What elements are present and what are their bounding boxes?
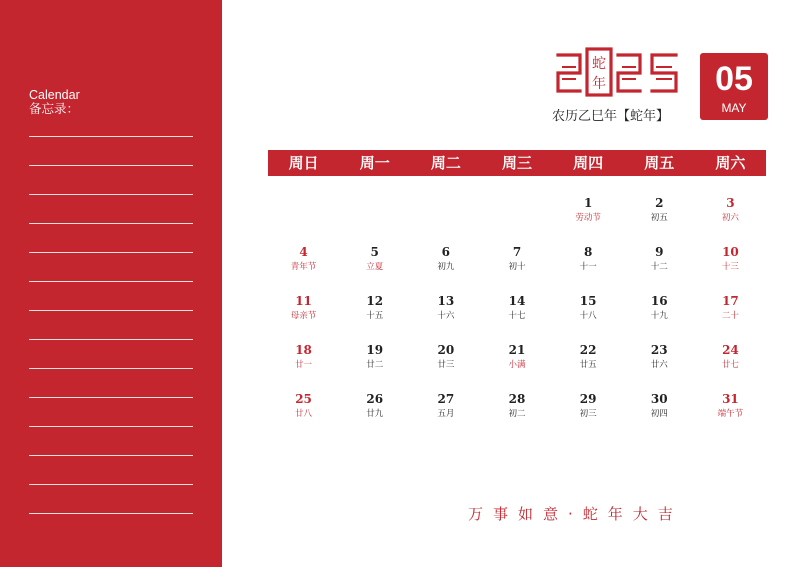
year-badge-char-2: 年: [592, 76, 606, 92]
calendar-day-16: [629, 294, 689, 322]
day-lunar-label: 廿五: [579, 360, 597, 370]
calendar-day-4: [274, 245, 334, 273]
weekday-wed: 周三: [501, 154, 532, 172]
day-lunar-label: 十六: [437, 311, 455, 321]
day-number: 17: [722, 294, 739, 308]
day-lunar-label: 十三: [721, 262, 739, 272]
day-lunar-label: 初十: [508, 262, 526, 272]
calendar-day-24: [700, 343, 760, 371]
day-number: 27: [437, 392, 455, 406]
day-number: 13: [437, 294, 455, 308]
day-lunar-label: 二十: [721, 311, 739, 321]
memo-line: [29, 484, 193, 485]
day-lunar-label: 廿六: [650, 360, 668, 370]
day-lunar-label: 十一: [579, 262, 597, 272]
calendar-day-15: [558, 294, 618, 322]
memo-line: [29, 397, 193, 398]
day-lunar-label: 十五: [366, 311, 384, 321]
calendar-day-23: [629, 343, 689, 371]
month-name: MAY: [721, 101, 747, 115]
day-number: 22: [579, 343, 597, 357]
calendar-day-22: [558, 343, 618, 371]
memo-line: [29, 426, 193, 427]
day-lunar-label: 初五: [650, 213, 668, 223]
calendar-day-18: [274, 343, 334, 371]
day-number: 20: [437, 343, 455, 357]
calendar-day-28: [487, 392, 547, 420]
day-lunar-label: 青年节: [290, 262, 317, 272]
month-number: 05: [715, 60, 753, 98]
year-badge-char-1: 蛇: [592, 56, 606, 72]
memo-line: [29, 223, 193, 224]
day-number: 16: [650, 294, 668, 308]
day-number: 14: [508, 294, 526, 308]
day-number: 30: [650, 392, 668, 406]
calendar-day-20: [416, 343, 476, 371]
calendar-day-9: [629, 245, 689, 273]
calendar-day-13: [416, 294, 476, 322]
day-lunar-label: 十九: [650, 311, 668, 321]
day-lunar-label: 十二: [650, 262, 668, 272]
day-lunar-label: 廿八: [295, 409, 313, 419]
day-number: 7: [512, 245, 522, 259]
day-number: 2: [655, 196, 664, 210]
day-lunar-label: 初二: [508, 409, 526, 419]
memo-line: [29, 281, 193, 282]
day-number: 29: [579, 392, 597, 406]
day-lunar-label: 廿一: [295, 360, 313, 370]
day-lunar-label: 廿九: [366, 409, 384, 419]
memo-line: [29, 455, 193, 456]
calendar-day-2: [629, 196, 689, 224]
day-number: 6: [441, 245, 451, 259]
day-number: 31: [722, 392, 739, 406]
weekday-fri: 周五: [644, 154, 675, 172]
day-lunar-label: 立夏: [366, 262, 384, 272]
memo-line: [29, 310, 193, 311]
weekday-tue: 周二: [430, 154, 461, 172]
calendar-day-1: [558, 196, 618, 224]
calendar-day-10: [700, 245, 760, 273]
day-lunar-label: 廿三: [437, 360, 455, 370]
day-lunar-label: 母亲节: [290, 311, 317, 321]
day-number: 11: [295, 294, 312, 308]
day-number: 9: [655, 245, 664, 259]
memo-line: [29, 368, 193, 369]
month-badge: [700, 53, 768, 120]
weekday-thu: 周四: [573, 154, 604, 172]
day-number: 10: [722, 245, 739, 259]
memo-sidebar: [0, 0, 222, 567]
day-number: 4: [299, 245, 308, 259]
day-number: 8: [583, 245, 593, 259]
day-lunar-label: 端午节: [717, 409, 744, 419]
weekday-mon: 周一: [359, 154, 390, 172]
memo-line: [29, 339, 193, 340]
day-lunar-label: 初九: [437, 262, 455, 272]
day-lunar-label: 十七: [508, 311, 526, 321]
year-2025-logo: [556, 47, 680, 99]
calendar-day-14: [487, 294, 547, 322]
day-lunar-label: 廿七: [721, 360, 739, 370]
memo-line: [29, 136, 193, 137]
day-number: 15: [579, 294, 597, 308]
day-number: 12: [366, 294, 384, 308]
memo-line: [29, 513, 193, 514]
footer-slogan: 万事如意·蛇年大吉: [468, 505, 683, 523]
day-number: 26: [366, 392, 384, 406]
day-number: 23: [650, 343, 668, 357]
day-lunar-label: 廿二: [366, 360, 384, 370]
calendar-day-7: [487, 245, 547, 273]
day-lunar-label: 小满: [508, 360, 526, 370]
calendar-day-21: [487, 343, 547, 371]
calendar-day-27: [416, 392, 476, 420]
day-number: 21: [508, 343, 526, 357]
calendar-day-6: [416, 245, 476, 273]
lunar-year-label: 农历乙巳年【蛇年】: [552, 109, 670, 124]
calendar-day-25: [274, 392, 334, 420]
calendar-day-5: [345, 245, 405, 273]
day-number: 24: [722, 343, 739, 357]
memo-title-cn: 备忘录：: [29, 102, 80, 116]
calendar-day-8: [558, 245, 618, 273]
memo-title: [29, 88, 80, 116]
calendar-day-11: [274, 294, 334, 322]
day-lunar-label: 十八: [579, 311, 597, 321]
day-number: 1: [583, 196, 593, 210]
weekday-header: [268, 150, 766, 176]
calendar-day-30: [629, 392, 689, 420]
day-lunar-label: 五月: [437, 409, 455, 419]
day-number: 28: [508, 392, 526, 406]
day-lunar-label: 初六: [721, 213, 739, 223]
memo-title-en: Calendar: [29, 88, 80, 102]
day-lunar-label: 劳动节: [575, 213, 601, 223]
calendar-day-19: [345, 343, 405, 371]
calendar-day-3: [700, 196, 760, 224]
day-number: 25: [295, 392, 312, 406]
calendar-day-17: [700, 294, 760, 322]
calendar-day-12: [345, 294, 405, 322]
memo-line: [29, 252, 193, 253]
weekday-sun: 周日: [288, 154, 319, 172]
day-lunar-label: 初三: [579, 409, 597, 419]
day-number: 5: [370, 245, 379, 259]
day-lunar-label: 初四: [650, 409, 668, 419]
memo-line: [29, 194, 193, 195]
memo-line: [29, 165, 193, 166]
day-number: 3: [726, 196, 735, 210]
day-number: 19: [366, 343, 384, 357]
weekday-sat: 周六: [715, 154, 746, 172]
calendar-day-31: [700, 392, 760, 420]
calendar-day-29: [558, 392, 618, 420]
day-number: 18: [295, 343, 312, 357]
calendar-day-26: [345, 392, 405, 420]
